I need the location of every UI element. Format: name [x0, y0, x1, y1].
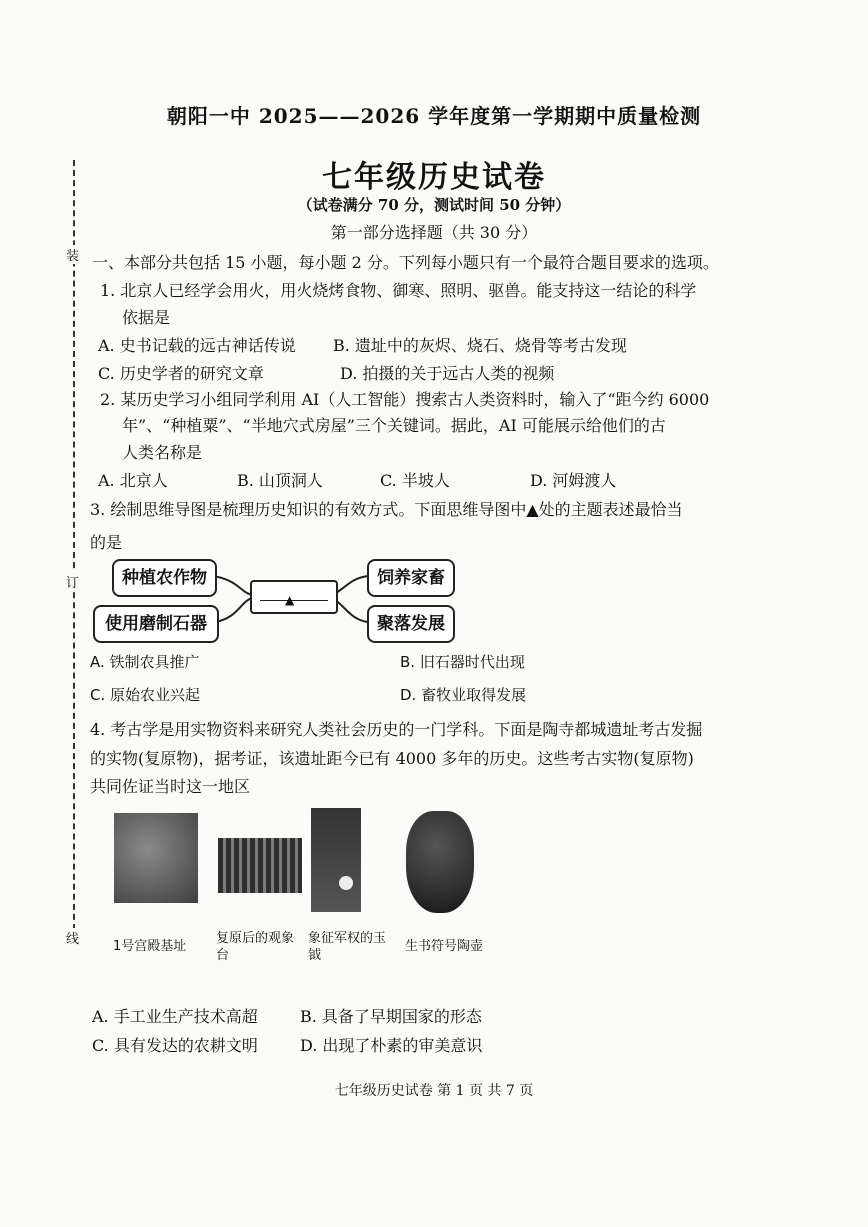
- q4-option-c: C. 具有发达的农耕文明: [92, 1036, 258, 1055]
- image-caption-4: 生书符号陶壶: [405, 939, 484, 954]
- image-caption-1: 1号宫殿基址: [113, 939, 187, 954]
- q3-stem-line2: 的是: [90, 533, 123, 552]
- q1-stem-line2: 依据是: [122, 308, 171, 327]
- mindmap-node-right-top: 饲养家畜: [367, 559, 455, 597]
- jade-axe-image: [311, 808, 361, 912]
- mindmap-node-left-bottom: 使用磨制石器: [93, 605, 219, 643]
- section-heading: 第一部分选择题（共 30 分）: [330, 223, 538, 242]
- image-caption-2: 复原后的观象台: [216, 931, 295, 963]
- binding-char-2: 订: [66, 572, 79, 591]
- q2-stem-line3: 人类名称是: [122, 443, 203, 462]
- q3-option-a: A. 铁制农具推广: [90, 653, 200, 671]
- q1-stem-line1: 1. 北京人已经学会用火，用火烧烤食物、御寒、照明、驱兽。能支持这一结论的科学: [100, 281, 697, 300]
- q2-option-c: C. 半坡人: [380, 471, 450, 490]
- q2-option-d: D. 河姆渡人: [530, 471, 617, 490]
- page-title: 七年级历史试卷: [322, 160, 546, 195]
- q1-option-a: A. 史书记载的远古神话传说: [98, 336, 296, 355]
- image-caption-3: 象征军权的玉钺: [308, 931, 387, 963]
- page-footer: 七年级历史试卷 第 1 页 共 7 页: [334, 1083, 534, 1099]
- q4-stem-line2: 的实物(复原物)，据考证，该遗址距今已有 4000 多年的历史。这些考古实物(复原物): [90, 749, 694, 768]
- q4-stem-line1: 4. 考古学是用实物资料来研究人类社会历史的一门学科。下面是陶寺都城遗址考古发掘: [90, 720, 703, 739]
- q3-option-b: B. 旧石器时代出现: [400, 653, 525, 671]
- q3-stem-line1: 3. 绘制思维导图是梳理历史知识的有效方式。下面思维导图中▲处的主题表述最恰当: [90, 500, 683, 519]
- mindmap-node-right-bottom: 聚落发展: [367, 605, 455, 643]
- q1-option-b: B. 遗址中的灰烬、烧石、烧骨等考古发现: [333, 336, 627, 355]
- pottery-pot-image: [406, 811, 474, 913]
- q2-stem-line2: 年”、“种植粟”、“半地穴式房屋”三个关键词。据此，AI 可能展示给他们的古: [122, 416, 666, 435]
- q2-option-b: B. 山顶洞人: [237, 471, 323, 490]
- observatory-image: [218, 838, 302, 893]
- q1-option-d: D. 拍摄的关于远古人类的视频: [340, 364, 555, 383]
- school-exam-line: 朝阳一中 2025——2026 学年度第一学期期中质量检测: [166, 104, 702, 128]
- q2-option-a: A. 北京人: [98, 471, 168, 490]
- binding-char-1: 装: [66, 245, 79, 264]
- palace-foundation-image: [114, 813, 198, 903]
- q4-option-a: A. 手工业生产技术高超: [92, 1007, 258, 1026]
- q4-option-d: D. 出现了朴素的审美意识: [300, 1036, 483, 1055]
- instructions: 一、本部分共包括 15 小题，每小题 2 分。下列每小题只有一个最符合题目要求的选项。: [92, 253, 719, 272]
- q1-option-c: C. 历史学者的研究文章: [98, 364, 264, 383]
- exam-note: （试卷满分 70 分，测试时间 50 分钟）: [297, 196, 571, 214]
- mindmap-center-marker: ▲: [285, 593, 295, 607]
- q3-option-c: C. 原始农业兴起: [90, 686, 201, 704]
- q4-option-b: B. 具备了早期国家的形态: [300, 1007, 482, 1026]
- q4-stem-line3: 共同佐证当时这一地区: [90, 777, 251, 796]
- mindmap-node-left-top: 种植农作物: [112, 559, 217, 597]
- q2-stem-line1: 2. 某历史学习小组同学利用 AI（人工智能）搜索古人类资料时，输入了“距今约 6000: [100, 390, 710, 409]
- binding-char-3: 线: [66, 928, 79, 947]
- binding-line: [73, 160, 75, 940]
- q3-option-d: D. 畜牧业取得发展: [400, 686, 527, 704]
